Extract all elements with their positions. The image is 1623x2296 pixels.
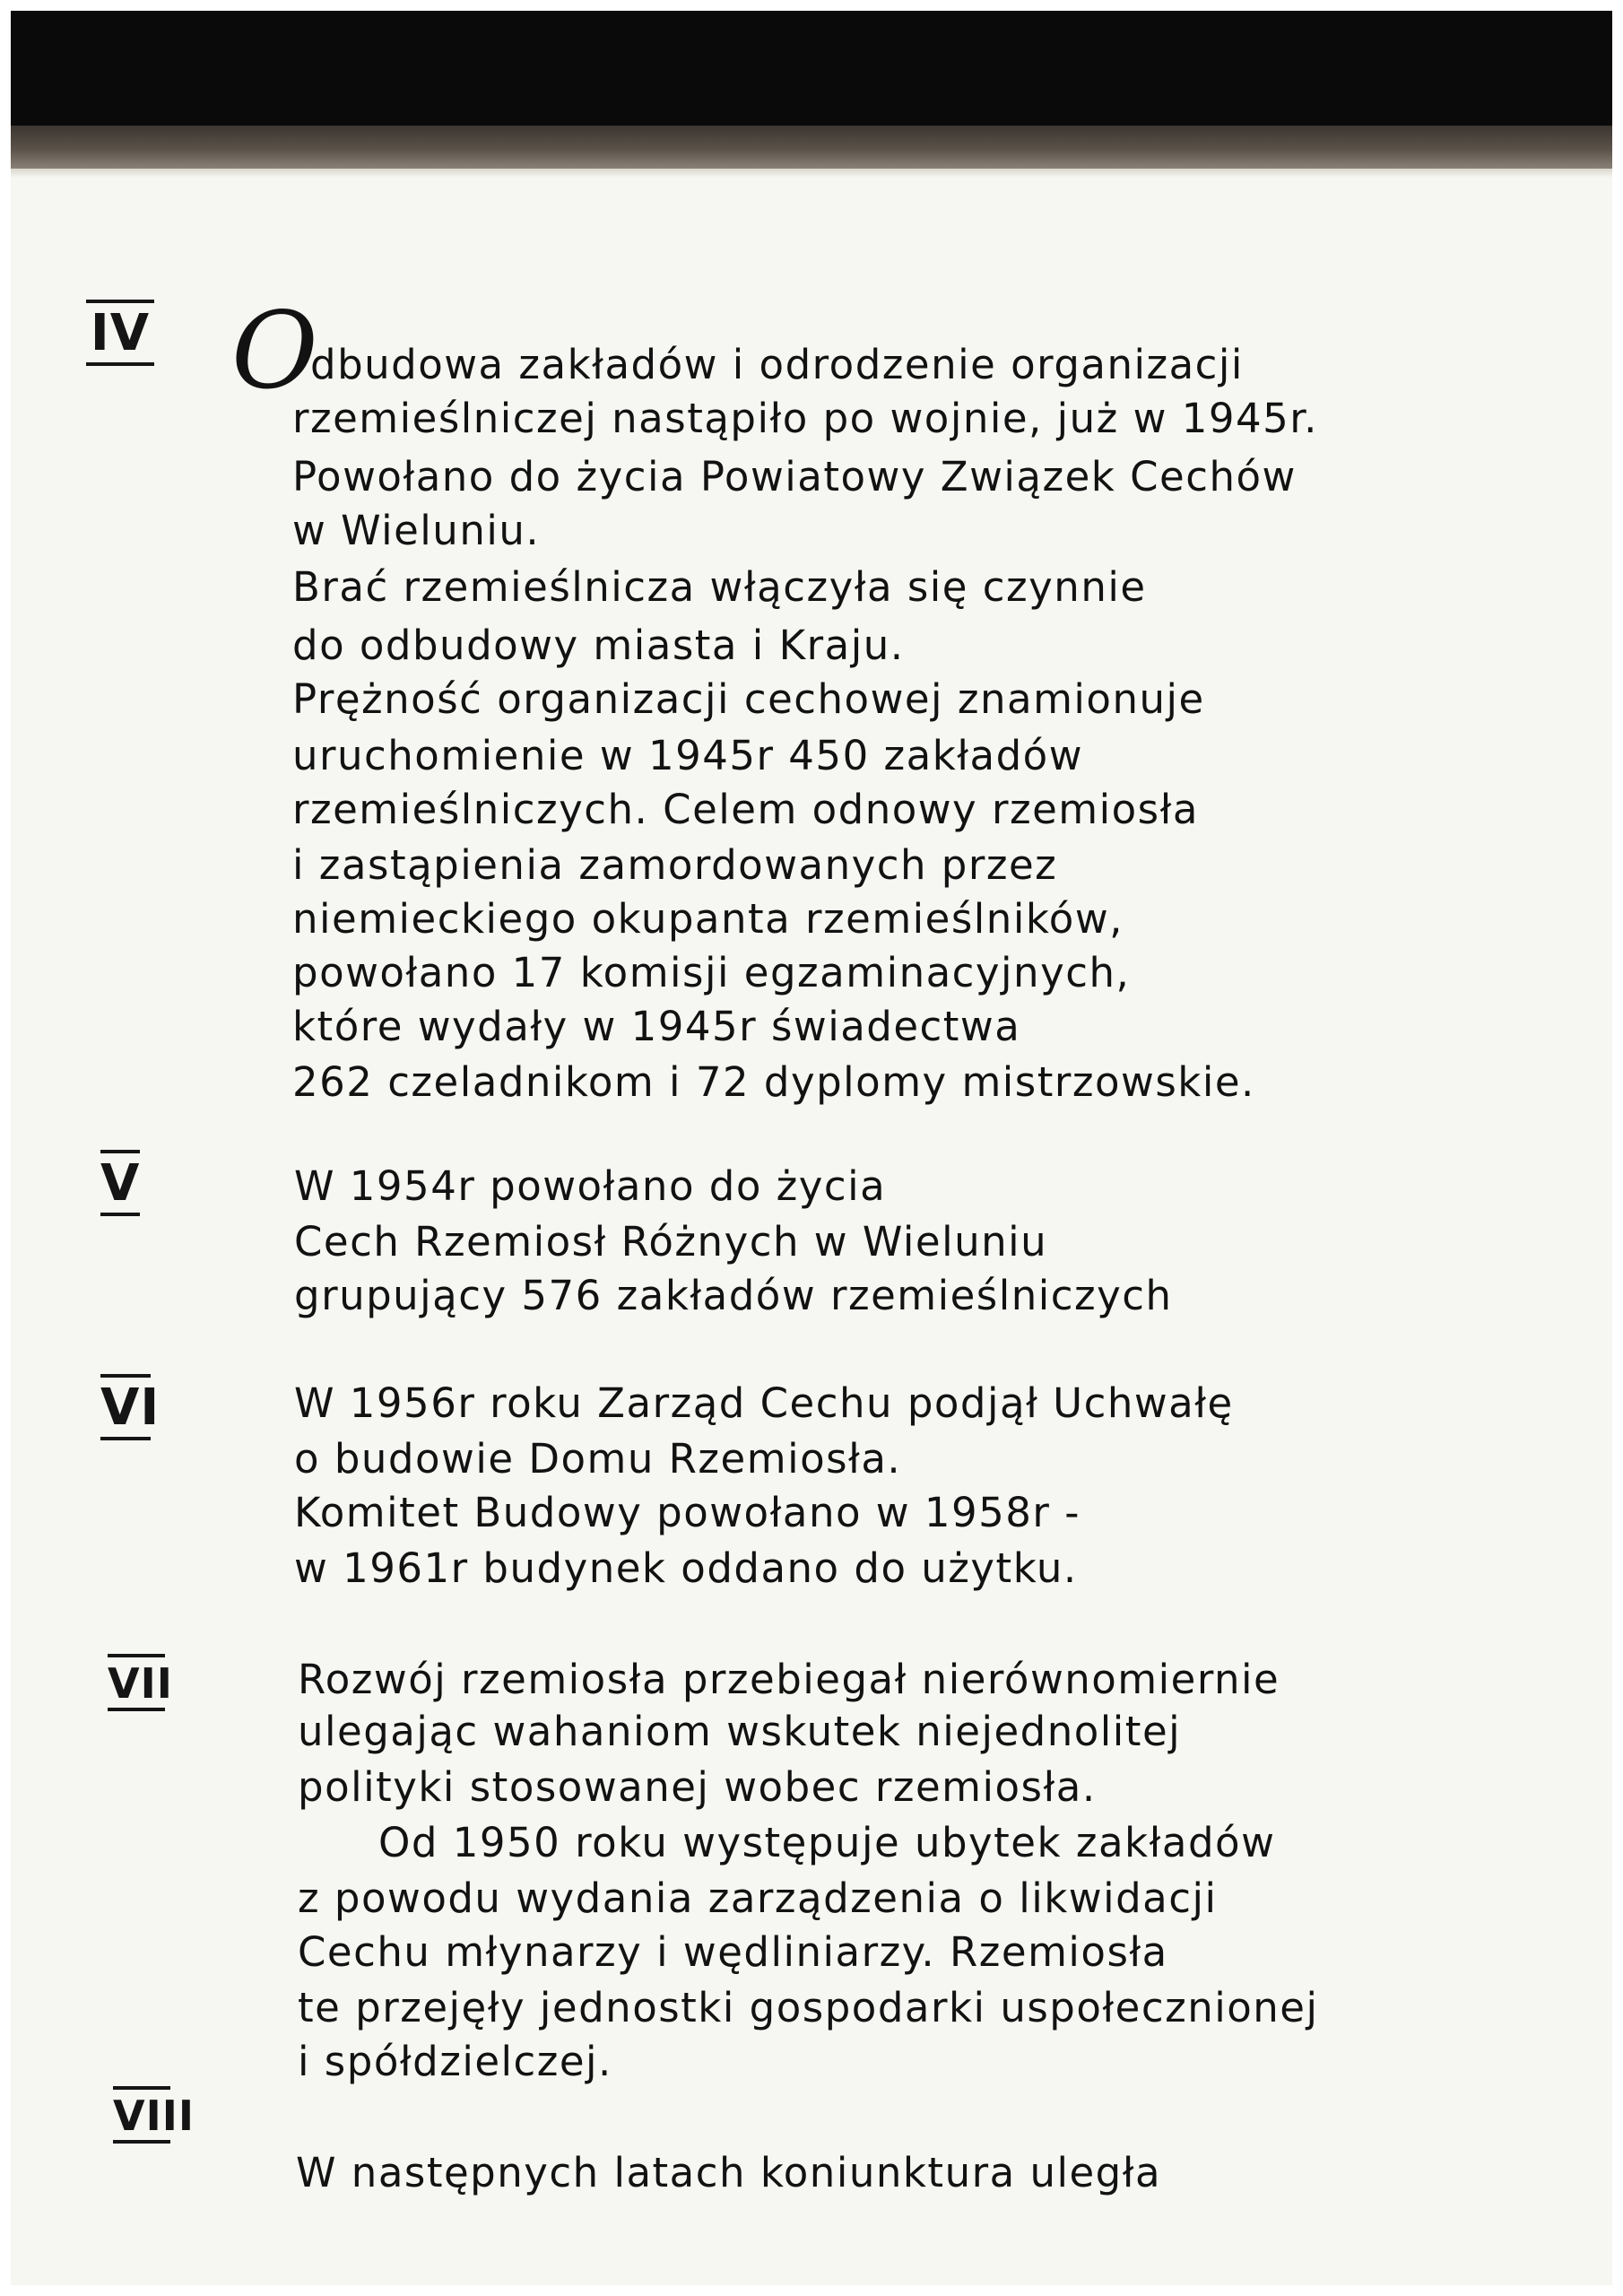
scanned-page	[11, 11, 1612, 2285]
text-line: Prężność organizacji cechowej znamionuje	[292, 675, 1205, 723]
text-line: uruchomienie w 1945r 450 zakładów	[292, 732, 1084, 779]
scan-top-dark-band	[11, 11, 1612, 126]
text-line: Od 1950 roku występuje ubytek zakładów	[378, 1819, 1276, 1866]
text-line: z powodu wydania zarządzenia o likwidacji	[298, 1874, 1218, 1922]
decorative-initial: O	[231, 289, 318, 413]
text-line: polityki stosowanej wobec rzemiosła.	[298, 1763, 1097, 1811]
text-line: Cechu młynarzy i wędliniarzy. Rzemiosła	[298, 1928, 1168, 1976]
section-numeral: VII	[108, 1654, 165, 1711]
text-line: te przejęły jednostki gospodarki uspołecznionej	[298, 1984, 1319, 2031]
text-line: niemieckiego okupanta rzemieślników,	[292, 895, 1124, 943]
text-line: 262 czeladnikom i 72 dyplomy mistrzowskie.	[292, 1058, 1255, 1106]
section-numeral: VI	[100, 1374, 151, 1440]
text-line: do odbudowy miasta i Kraju.	[292, 622, 905, 669]
text-line: w Wieluniu.	[292, 507, 541, 554]
text-line: Komitet Budowy powołano w 1958r -	[294, 1489, 1081, 1536]
text-line: Cech Rzemiosł Różnych w Wieluniu	[294, 1218, 1048, 1265]
text-line: ulegając wahaniom wskutek niejednolitej	[298, 1708, 1182, 1755]
text-line: o budowie Domu Rzemiosła.	[294, 1435, 902, 1483]
text-line: W następnych latach koniunktura uległa	[296, 2149, 1162, 2196]
text-line: i spółdzielczej.	[298, 2038, 612, 2085]
text-line: Powołano do życia Powiatowy Związek Cechów	[292, 453, 1297, 500]
text-line: W 1954r powołano do życia	[294, 1162, 887, 1210]
text-line: grupujący 576 zakładów rzemieślniczych	[294, 1272, 1173, 1319]
section-numeral: VIII	[113, 2086, 170, 2144]
text-line: i zastąpienia zamordowanych przez	[292, 841, 1058, 889]
text-line: W 1956r roku Zarząd Cechu podjął Uchwałę	[294, 1379, 1234, 1427]
text-line: które wydały w 1945r świadectwa	[292, 1003, 1021, 1050]
text-line: rzemieślniczych. Celem odnowy rzemiosła	[292, 786, 1199, 833]
section-numeral: IV	[86, 300, 154, 366]
paper-edge	[11, 169, 1612, 178]
section-numeral: V	[100, 1150, 140, 1216]
text-line: Brać rzemieślnicza włączyła się czynnie	[292, 563, 1147, 611]
scan-top-shadow	[11, 126, 1612, 169]
text-line: dbudowa zakładów i odrodzenie organizacji	[310, 341, 1244, 388]
text-line: w 1961r budynek oddano do użytku.	[294, 1544, 1078, 1592]
text-line: powołano 17 komisji egzaminacyjnych,	[292, 949, 1131, 996]
text-line: rzemieślniczej nastąpiło po wojnie, już w 1945r.	[292, 395, 1318, 442]
text-line: Rozwój rzemiosła przebiegał nierównomiernie	[298, 1656, 1280, 1703]
